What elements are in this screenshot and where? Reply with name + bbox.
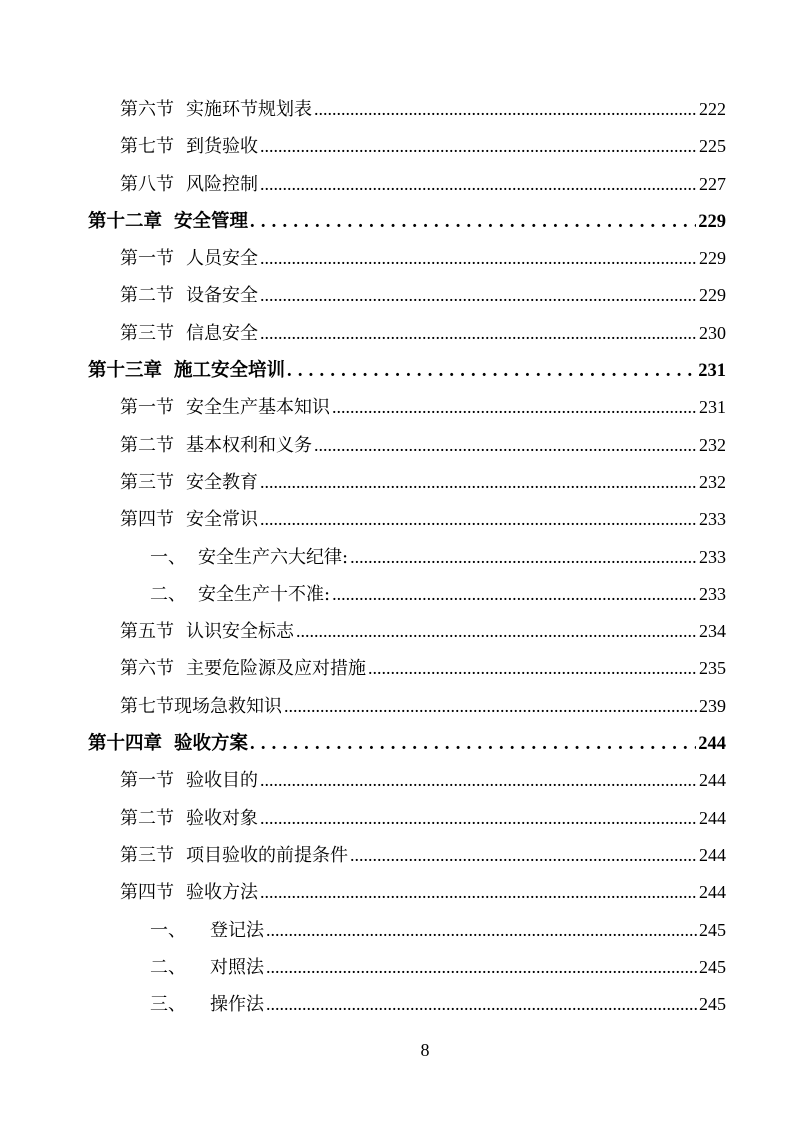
toc-entry-number: 第十三章 <box>88 360 163 382</box>
toc-entry-number: 第二节 <box>120 807 174 829</box>
toc-entry-title <box>120 95 312 121</box>
toc-entry-title <box>120 281 258 307</box>
toc-entry-number: 第一节 <box>120 248 174 270</box>
toc-entry-number: 第八节 <box>120 173 174 195</box>
toc-entry-label: 人员安全 <box>186 248 258 270</box>
toc-entry-label: 实施环节规划表 <box>186 99 312 120</box>
dot-leader <box>260 770 697 791</box>
toc-entry[interactable] <box>88 766 726 803</box>
toc-entry-number: 第四节 <box>120 509 174 531</box>
page-number: 8 <box>420 1040 430 1060</box>
toc-entry-page: 244 <box>699 807 726 828</box>
toc-entry-number: 第四节 <box>120 882 174 904</box>
toc-entry-label: 验收对象 <box>186 807 258 829</box>
toc-entry-page: 234 <box>699 621 726 642</box>
toc-chapter-entry[interactable] <box>88 207 726 244</box>
toc-entry-title <box>120 692 282 718</box>
toc-entry-page: 227 <box>699 173 726 194</box>
toc-entry-page: 232 <box>699 434 726 455</box>
toc-entry-label: 风险控制 <box>186 173 258 195</box>
toc-entry[interactable] <box>88 505 726 542</box>
toc-entry-label: 安全常识 <box>186 509 258 531</box>
dot-leader <box>350 547 697 568</box>
dot-leader <box>332 584 697 605</box>
dot-leader <box>260 285 697 306</box>
dot-leader <box>350 845 697 866</box>
toc-entry-page: 245 <box>699 994 726 1015</box>
toc-entry[interactable] <box>88 319 726 356</box>
toc-entry-page: 229 <box>699 248 726 269</box>
toc-entry-number: 第七节 <box>120 695 174 717</box>
toc-entry-page: 233 <box>699 509 726 530</box>
toc-entry-label: 对照法 <box>210 956 264 978</box>
toc-entry-label: 施工安全培训 <box>174 360 286 382</box>
toc-entry-label: 验收方法 <box>186 882 258 904</box>
toc-entry-number: 三、 <box>150 994 186 1016</box>
toc-entry-number: 第六节 <box>120 658 174 680</box>
dot-leader <box>260 136 697 157</box>
table-of-contents <box>88 95 726 1027</box>
toc-entry-label: 到货验收 <box>186 136 258 158</box>
toc-entry-title <box>150 580 330 606</box>
toc-entry[interactable] <box>88 431 726 468</box>
toc-entry[interactable] <box>88 916 726 953</box>
dot-leader <box>260 808 697 829</box>
toc-entry-title <box>120 393 330 419</box>
toc-entry-title <box>150 543 348 569</box>
toc-entry-page: 229 <box>698 211 726 232</box>
dot-leader <box>260 248 697 269</box>
toc-entry-page: 244 <box>699 770 726 791</box>
toc-entry-number: 第七节 <box>120 136 174 158</box>
toc-entry-label: 主要危险源及应对措施 <box>186 658 366 680</box>
toc-entry[interactable] <box>88 804 726 841</box>
toc-entry-label: 现场急救知识 <box>174 695 282 717</box>
toc-entry[interactable] <box>88 543 726 580</box>
dot-leader <box>260 882 697 903</box>
toc-entry-title <box>88 729 248 755</box>
toc-entry-label: 安全生产基本知识 <box>186 397 330 419</box>
dot-leader <box>260 174 697 195</box>
toc-entry-title <box>150 916 264 942</box>
toc-entry-label: 登记法 <box>210 919 264 941</box>
toc-entry-page: 244 <box>699 844 726 865</box>
toc-entry-number: 第一节 <box>120 397 174 419</box>
toc-entry-title <box>120 132 258 158</box>
toc-entry-number: 第一节 <box>120 770 174 792</box>
toc-entry-number: 二、 <box>150 956 186 978</box>
toc-entry[interactable] <box>88 244 726 281</box>
toc-entry-title <box>88 207 248 233</box>
toc-entry-number: 第十四章 <box>88 733 163 755</box>
toc-entry-label: 认识安全标志 <box>186 621 294 643</box>
toc-entry-title <box>120 841 348 867</box>
toc-entry-label: 操作法 <box>210 994 264 1016</box>
toc-entry[interactable] <box>88 170 726 207</box>
toc-entry-page: 230 <box>699 322 726 343</box>
toc-entry-page: 244 <box>699 882 726 903</box>
toc-entry-title <box>120 170 258 196</box>
toc-entry[interactable] <box>88 878 726 915</box>
toc-entry-label: 项目验收的前提条件 <box>186 844 348 866</box>
toc-entry-number: 第二节 <box>120 285 174 307</box>
toc-entry-title <box>120 505 258 531</box>
toc-entry[interactable] <box>88 841 726 878</box>
toc-entry[interactable] <box>88 953 726 990</box>
toc-entry-number: 一、 <box>150 919 186 941</box>
toc-entry-title <box>120 431 312 457</box>
toc-entry-label: 验收方案 <box>174 733 249 755</box>
dot-leader <box>250 734 696 755</box>
toc-entry-number: 一、 <box>150 546 186 568</box>
toc-entry-title <box>120 319 258 345</box>
toc-entry-number: 第三节 <box>120 844 174 866</box>
toc-entry-page: 225 <box>699 136 726 157</box>
dot-leader <box>296 621 697 642</box>
toc-entry-title <box>120 654 366 680</box>
toc-entry-title <box>120 766 258 792</box>
toc-entry[interactable] <box>88 692 726 729</box>
toc-entry-title <box>120 468 258 494</box>
toc-entry-title <box>88 356 285 382</box>
toc-entry-page: 245 <box>699 956 726 977</box>
toc-entry-label: 设备安全 <box>186 285 258 307</box>
dot-leader <box>250 212 696 233</box>
dot-leader <box>287 361 696 382</box>
toc-entry-page: 231 <box>698 361 726 382</box>
toc-entry-page: 229 <box>699 285 726 306</box>
toc-entry-number: 第五节 <box>120 621 174 643</box>
toc-entry-label: 验收目的 <box>186 770 258 792</box>
toc-entry-title <box>120 617 294 643</box>
dot-leader <box>284 696 697 717</box>
dot-leader <box>266 994 697 1015</box>
toc-entry-title <box>150 953 264 979</box>
toc-entry-page: 245 <box>699 919 726 940</box>
toc-entry[interactable] <box>88 580 726 617</box>
dot-leader <box>260 323 697 344</box>
toc-entry-label: 基本权利和义务 <box>186 434 312 456</box>
toc-chapter-entry[interactable] <box>88 729 726 766</box>
toc-entry[interactable] <box>88 990 726 1027</box>
toc-entry[interactable] <box>88 468 726 505</box>
dot-leader <box>368 658 697 679</box>
toc-entry-label: 信息安全 <box>186 322 258 344</box>
toc-entry[interactable] <box>88 95 726 132</box>
toc-entry[interactable] <box>88 132 726 169</box>
toc-entry-title <box>120 244 258 270</box>
toc-entry-page: 222 <box>699 99 726 119</box>
toc-entry-page: 233 <box>699 546 726 567</box>
toc-entry[interactable] <box>88 393 726 430</box>
toc-entry-number: 二、 <box>150 583 186 605</box>
dot-leader <box>332 397 697 418</box>
toc-entry[interactable] <box>88 654 726 691</box>
toc-entry-number: 第三节 <box>120 322 174 344</box>
dot-leader <box>314 435 697 456</box>
toc-entry-title <box>120 804 258 830</box>
toc-entry[interactable] <box>88 617 726 654</box>
toc-entry-number: 第二节 <box>120 434 174 456</box>
toc-entry-label: 安全教育 <box>186 471 258 493</box>
toc-entry-number: 第三节 <box>120 471 174 493</box>
toc-entry-number: 第六节 <box>120 99 174 120</box>
dot-leader <box>260 509 697 530</box>
toc-entry-label: 安全生产六大纪律: <box>198 546 349 568</box>
toc-entry-page: 239 <box>699 695 726 716</box>
toc-entry-number: 第十二章 <box>88 210 163 232</box>
toc-entry-page: 232 <box>699 471 726 492</box>
toc-entry-title <box>150 990 264 1016</box>
toc-entry-title <box>120 878 258 904</box>
toc-entry-label: 安全管理 <box>174 210 249 232</box>
dot-leader <box>314 99 697 120</box>
toc-entry-label: 安全生产十不准: <box>198 583 331 605</box>
toc-entry[interactable] <box>88 281 726 318</box>
toc-entry-page: 231 <box>699 397 726 418</box>
dot-leader <box>260 472 697 493</box>
toc-entry-page: 244 <box>698 734 726 755</box>
toc-entry-page: 235 <box>699 658 726 679</box>
dot-leader <box>266 920 697 941</box>
toc-chapter-entry[interactable] <box>88 356 726 393</box>
dot-leader <box>266 957 697 978</box>
toc-entry-page: 233 <box>699 583 726 604</box>
